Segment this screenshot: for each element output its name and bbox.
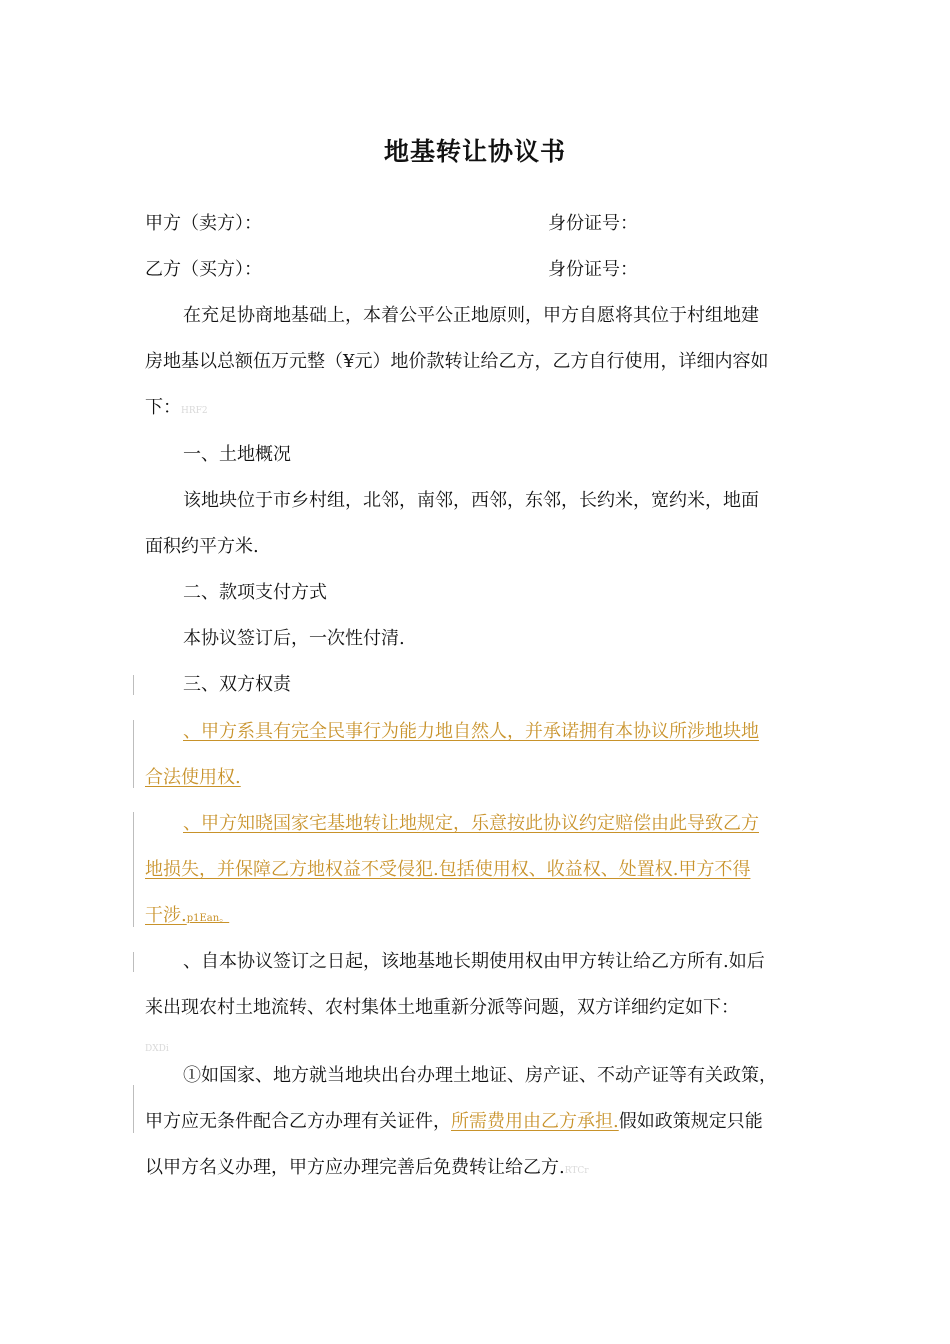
- section3-item1-line-1: 、甲方系具有完全民事行为能力地自然人，并承诺拥有本协议所涉地块地: [183, 721, 759, 742]
- intro-line-3: [145, 396, 208, 423]
- section3-heading: 三、双方权责: [183, 674, 291, 695]
- section3-sub1-mark: RTCr: [564, 1166, 589, 1176]
- revision-bar: [133, 675, 134, 695]
- section3-item2-line-2: 地损失，并保障乙方地权益不受侵犯.包括使用权、收益权、处置权.甲方不得: [145, 859, 751, 880]
- section3-sub1-line-2-a: 甲方应无条件配合乙方办理有关证件，: [145, 1111, 451, 1132]
- document-title: 地基转让协议书: [383, 137, 566, 166]
- section3-sub1-line-3-text: 以甲方名义办理，甲方应办理完善后免费转让给乙方.: [145, 1157, 565, 1178]
- section3-item3-line-2: 来出现农村土地流转、农村集体土地重新分派等问题，双方详细约定如下：: [145, 997, 739, 1018]
- section3-item2-line-1: 、甲方知晓国家宅基地转让地规定，乐意按此协议约定赔偿由此导致乙方: [183, 813, 759, 834]
- section1-line-2: 面积约平方米.: [145, 536, 259, 557]
- section3-item3-mark-line: [145, 1034, 169, 1061]
- section3-item3-line-1: 、自本协议签订之日起，该地基地长期使用权由甲方转让给乙方所有.如后: [183, 951, 765, 972]
- party-b-id-label: 身份证号：: [548, 259, 638, 280]
- section3-item1-line-2: 合法使用权.: [145, 767, 241, 788]
- party-a-label: 甲方（卖方）：: [145, 213, 262, 234]
- revision-bar: [133, 1085, 134, 1133]
- intro-mark: HRF2: [181, 406, 208, 416]
- section3-item2-line-3: [145, 904, 229, 931]
- section3-sub1-line-3: [145, 1156, 589, 1183]
- intro-line-1: 在充足协商地基础上，本着公平公正地原则，甲方自愿将其位于村组地建: [183, 305, 759, 326]
- party-b-label: 乙方（买方）：: [145, 259, 262, 280]
- intro-line-2: 房地基以总额伍万元整（¥元）地价款转让给乙方，乙方自行使用，详细内容如: [145, 351, 769, 372]
- party-b-line: [145, 258, 638, 282]
- party-a-id-label: 身份证号：: [548, 213, 638, 234]
- section2-line-1: 本协议签订后，一次性付清.: [183, 628, 405, 649]
- section3-item2-line-3-text: 干涉.: [145, 905, 187, 926]
- revision-bar: [133, 812, 134, 927]
- section3-sub1-line-2-highlight: 所需费用由乙方承担.: [451, 1111, 619, 1132]
- revision-bar: [133, 720, 134, 788]
- intro-line-3-text: 下：: [145, 397, 181, 418]
- party-a-line: [145, 212, 638, 236]
- revision-bar: [133, 952, 134, 972]
- section1-heading: 一、土地概况: [183, 444, 291, 465]
- section1-line-1: 该地块位于市乡村组，北邻，南邻，西邻，东邻，长约米，宽约米，地面: [183, 490, 759, 511]
- section3-sub1-line-2: [145, 1110, 763, 1134]
- section3-item3-mark: DXDi: [145, 1044, 169, 1054]
- section3-sub1-line-2-b: 假如政策规定只能: [618, 1111, 763, 1132]
- section2-heading: 二、款项支付方式: [183, 582, 327, 603]
- section3-sub1-line-1: ①如国家、地方就当地块出台办理土地证、房产证、不动产证等有关政策，: [183, 1065, 777, 1086]
- section3-item2-mark: p1Ean。: [186, 913, 230, 924]
